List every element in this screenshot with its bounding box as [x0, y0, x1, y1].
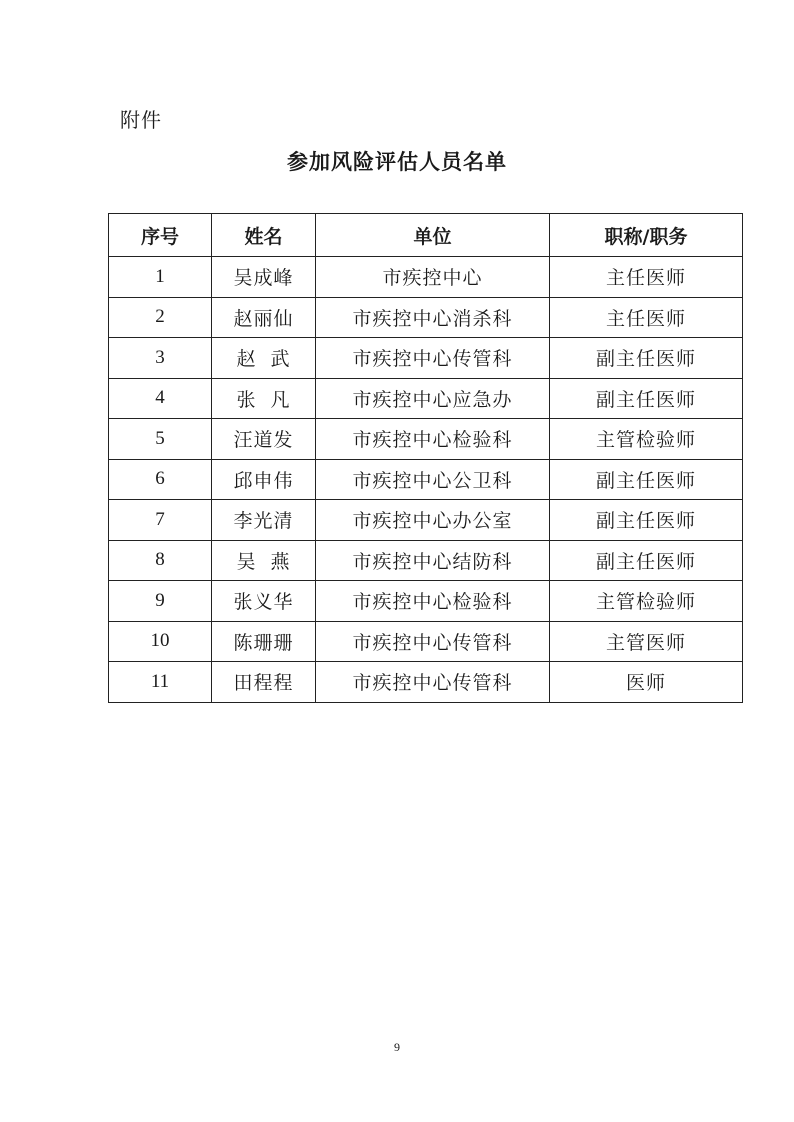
cell-unit: 市疾控中心公卫科 [316, 459, 550, 500]
cell-title: 主任医师 [550, 257, 743, 298]
cell-index: 7 [109, 500, 212, 541]
cell-unit: 市疾控中心 [316, 257, 550, 298]
cell-title: 副主任医师 [550, 540, 743, 581]
annex-label: 附件 [120, 108, 162, 132]
cell-title: 副主任医师 [550, 378, 743, 419]
cell-unit: 市疾控中心结防科 [316, 540, 550, 581]
column-header-name: 姓名 [212, 214, 316, 257]
cell-index: 1 [109, 257, 212, 298]
cell-name: 张 凡 [212, 378, 316, 419]
cell-unit: 市疾控中心消杀科 [316, 297, 550, 338]
cell-index: 6 [109, 459, 212, 500]
cell-title: 副主任医师 [550, 500, 743, 541]
cell-name: 陈珊珊 [212, 621, 316, 662]
table-row [109, 500, 743, 541]
cell-index: 4 [109, 378, 212, 419]
document-title: 参加风险评估人员名单 [287, 150, 507, 174]
table-body [109, 257, 743, 703]
cell-title: 主管检验师 [550, 419, 743, 460]
table-row [109, 459, 743, 500]
cell-name: 吴成峰 [212, 257, 316, 298]
cell-index: 5 [109, 419, 212, 460]
cell-index: 8 [109, 540, 212, 581]
table-row [109, 257, 743, 298]
table-header-row [109, 214, 743, 257]
cell-unit: 市疾控中心检验科 [316, 419, 550, 460]
cell-name: 赵丽仙 [212, 297, 316, 338]
table-row [109, 621, 743, 662]
cell-name: 张义华 [212, 581, 316, 622]
column-header-unit: 单位 [316, 214, 550, 257]
cell-title: 副主任医师 [550, 459, 743, 500]
cell-name: 吴 燕 [212, 540, 316, 581]
table-row [109, 338, 743, 379]
column-header-title: 职称/职务 [550, 214, 743, 257]
cell-unit: 市疾控中心传管科 [316, 338, 550, 379]
table-row [109, 662, 743, 703]
cell-name: 邱申伟 [212, 459, 316, 500]
cell-index: 9 [109, 581, 212, 622]
cell-index: 2 [109, 297, 212, 338]
cell-index: 10 [109, 621, 212, 662]
cell-title: 主任医师 [550, 297, 743, 338]
cell-name: 田程程 [212, 662, 316, 703]
table-row [109, 540, 743, 581]
cell-unit: 市疾控中心传管科 [316, 662, 550, 703]
cell-unit: 市疾控中心应急办 [316, 378, 550, 419]
cell-unit: 市疾控中心检验科 [316, 581, 550, 622]
cell-name: 李光清 [212, 500, 316, 541]
cell-unit: 市疾控中心传管科 [316, 621, 550, 662]
table-row [109, 419, 743, 460]
cell-name: 赵 武 [212, 338, 316, 379]
table-row [109, 297, 743, 338]
cell-index: 3 [109, 338, 212, 379]
cell-title: 主管医师 [550, 621, 743, 662]
cell-index: 11 [109, 662, 212, 703]
cell-title: 副主任医师 [550, 338, 743, 379]
table-row [109, 378, 743, 419]
personnel-table [108, 213, 743, 703]
cell-name: 汪道发 [212, 419, 316, 460]
cell-unit: 市疾控中心办公室 [316, 500, 550, 541]
page-number: 9 [394, 1040, 400, 1054]
table-row [109, 581, 743, 622]
column-header-index: 序号 [109, 214, 212, 257]
cell-title: 主管检验师 [550, 581, 743, 622]
cell-title: 医师 [550, 662, 743, 703]
